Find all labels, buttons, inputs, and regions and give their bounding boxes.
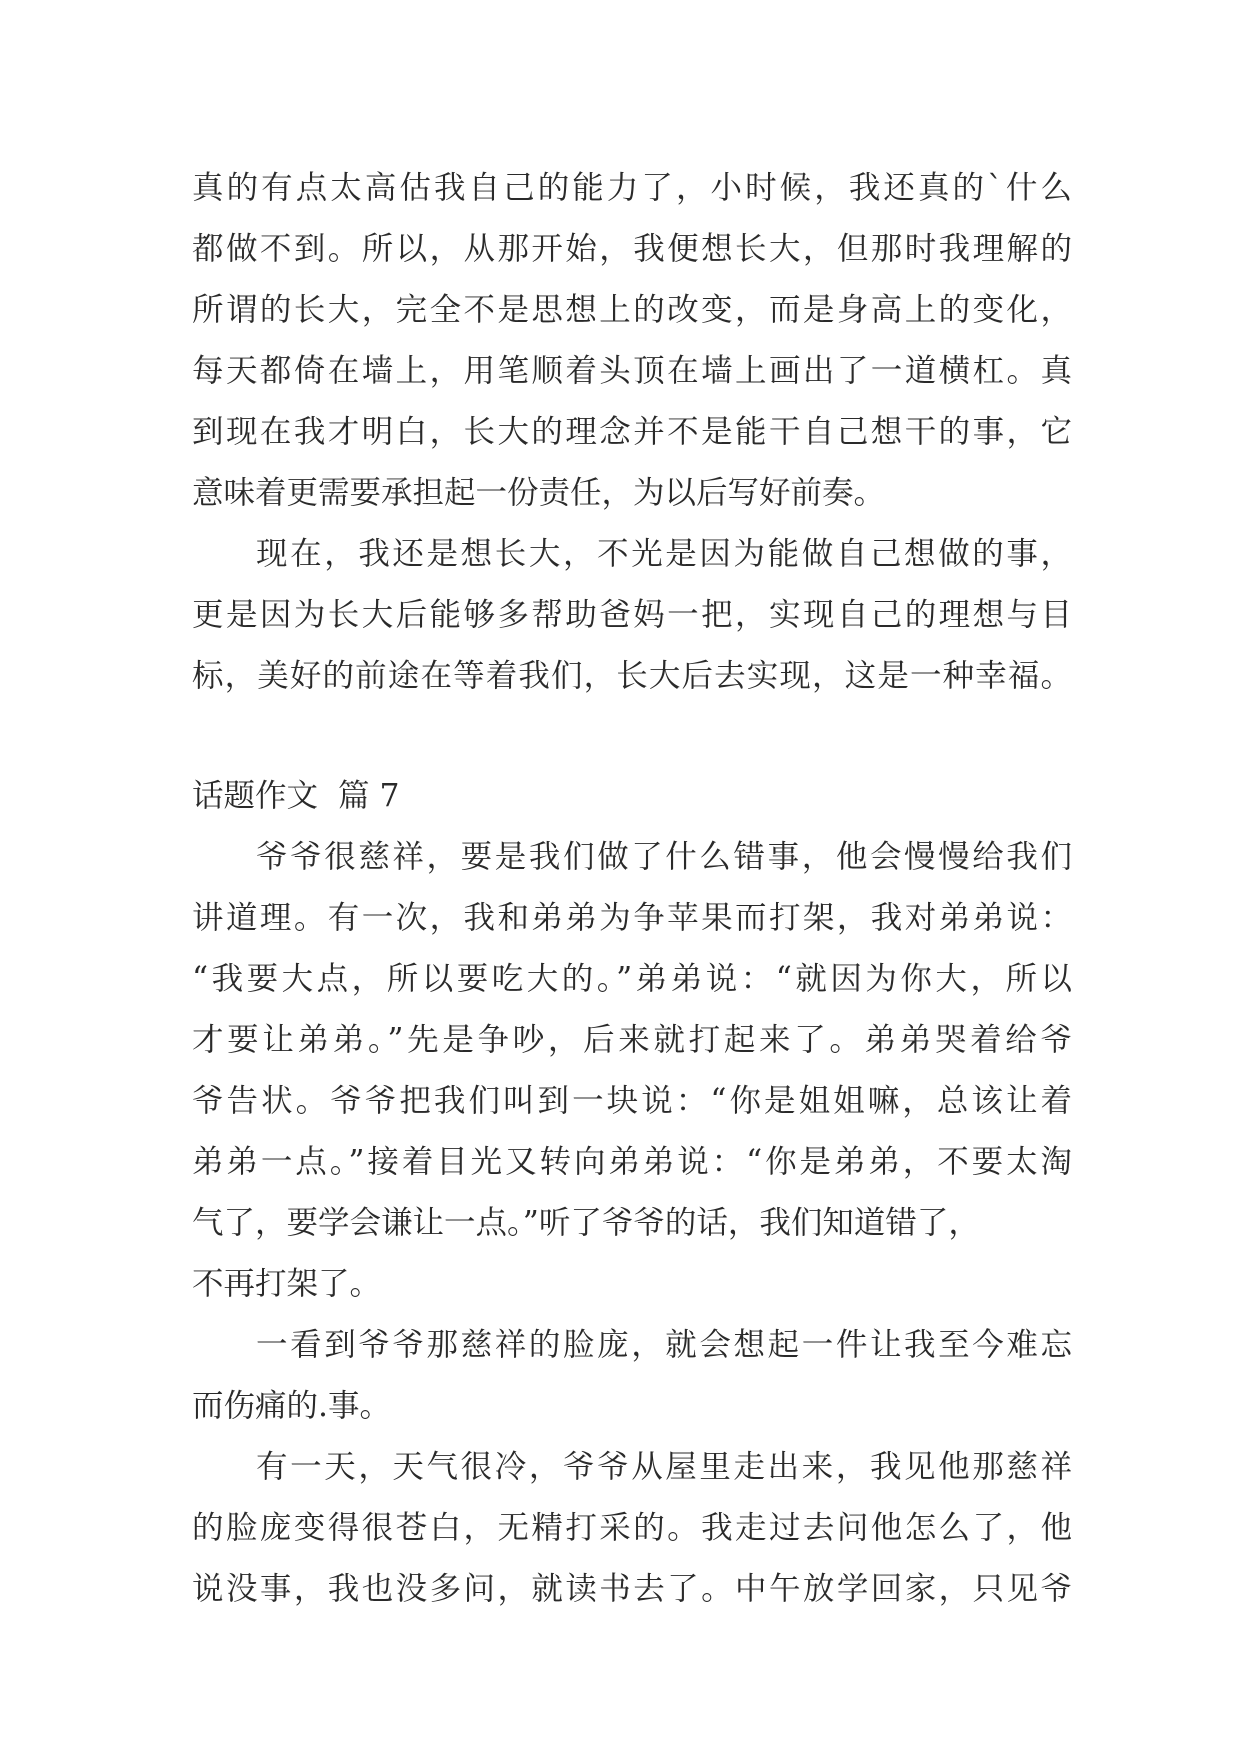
essay-text — [192, 158, 1072, 1620]
text-line: 的脸庞变得很苍白，无精打采的。我走过去问他怎么了，他 — [192, 1510, 1072, 1546]
text-line: 有一天，天气很冷，爷爷从屋里走出来，我见他那慈祥 — [256, 1449, 1072, 1485]
text-line: 都做不到。所以，从那开始，我便想长大，但那时我理解的 — [192, 231, 1072, 267]
text-line: 现在，我还是想长大，不光是因为能做自己想做的事， — [256, 536, 1072, 572]
text-line: 才要让弟弟。”先是争吵，后来就打起来了。弟弟哭着给爷 — [192, 1022, 1072, 1058]
text-line: 每天都倚在墙上，用笔顺着头顶在墙上画出了一道横杠。真 — [192, 353, 1072, 389]
text-line: 所谓的长大，完全不是思想上的改变，而是身高上的变化， — [192, 292, 1072, 328]
text-line: 真的有点太高估我自己的能力了，小时候，我还真的`什么 — [192, 170, 1072, 206]
text-line: 标，美好的前途在等着我们，长大后去实现，这是一种幸福。 — [192, 658, 1072, 694]
text-line: 说没事，我也没多问，就读书去了。中午放学回家，只见爷 — [192, 1571, 1072, 1607]
text-line: 爷告状。爷爷把我们叫到一块说：“你是姐姐嘛，总该让着 — [192, 1083, 1072, 1119]
text-line: 气了，要学会谦让一点。”听了爷爷的话，我们知道错了， — [192, 1205, 980, 1241]
paragraph — [192, 158, 1072, 524]
text-line: 而伤痛的.事。 — [192, 1388, 392, 1424]
section-spacer — [192, 707, 1072, 766]
text-line: 爷爷很慈祥，要是我们做了什么错事，他会慢慢给我们 — [256, 839, 1072, 875]
paragraph — [192, 1437, 1072, 1620]
paragraph — [192, 827, 1072, 1315]
text-line: “我要大点，所以要吃大的。”弟弟说：“就因为你大，所以 — [192, 961, 1072, 997]
paragraph — [192, 524, 1072, 707]
text-line: 不再打架了。 — [192, 1266, 382, 1302]
paragraph — [192, 1315, 1072, 1437]
section-title: 话题作文 篇 7 — [192, 778, 400, 814]
text-line: 更是因为长大后能够多帮助爸妈一把，实现自己的理想与目 — [192, 597, 1072, 633]
text-line: 弟弟一点。”接着目光又转向弟弟说：“你是弟弟，不要太淘 — [192, 1144, 1072, 1180]
text-line: 一看到爷爷那慈祥的脸庞，就会想起一件让我至今难忘 — [256, 1327, 1072, 1363]
text-line: 到现在我才明白，长大的理念并不是能干自己想干的事，它 — [192, 414, 1072, 450]
text-line: 意味着更需要承担起一份责任，为以后写好前奏。 — [192, 475, 886, 511]
text-line: 讲道理。有一次，我和弟弟为争苹果而打架，我对弟弟说： — [192, 900, 1072, 936]
